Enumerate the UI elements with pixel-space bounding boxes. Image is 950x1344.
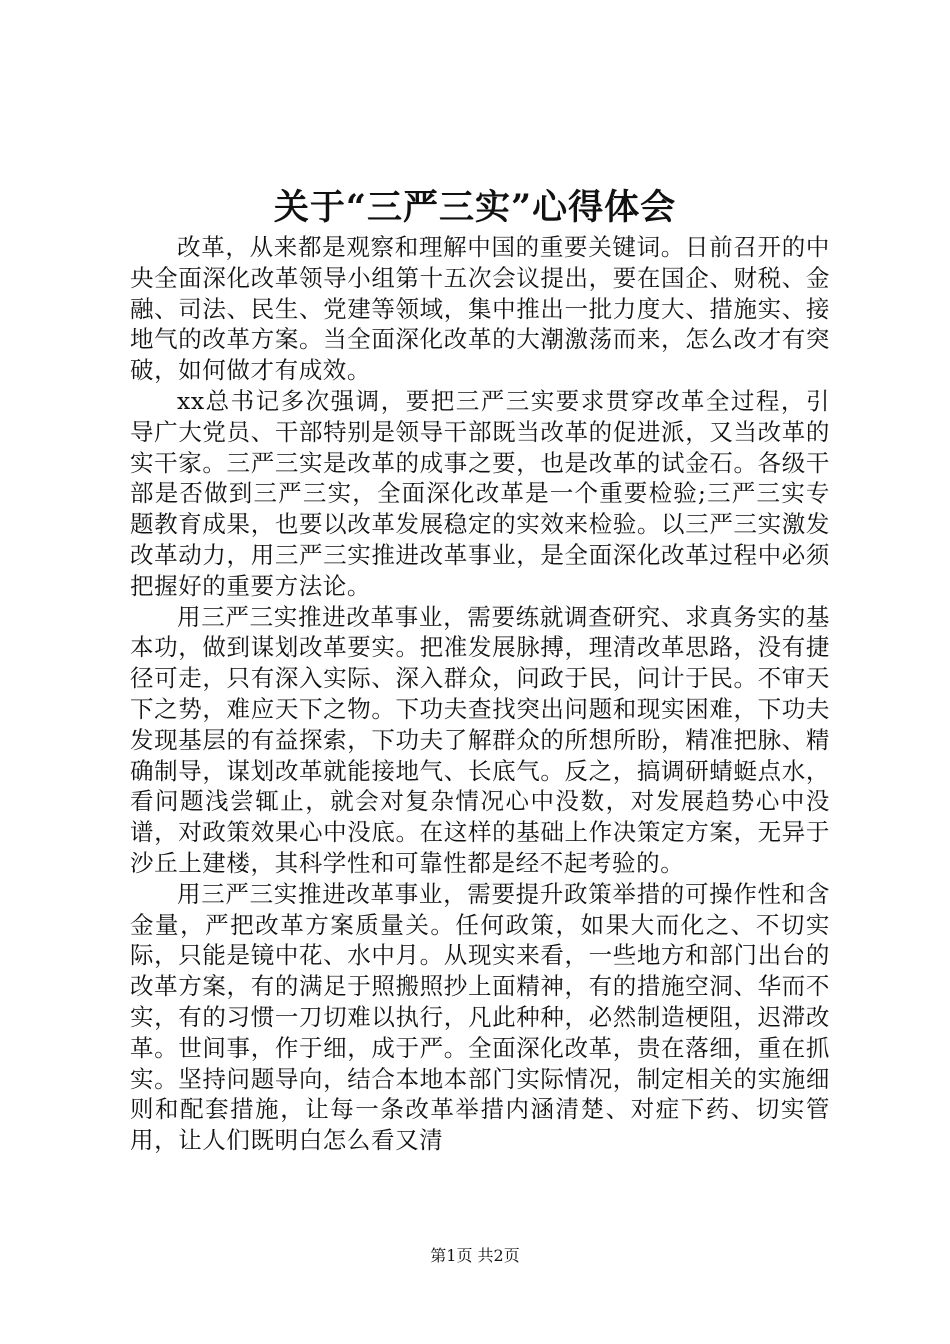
- document-title: 关于“三严三实”心得体会: [273, 187, 677, 228]
- document-body: [130, 232, 830, 1156]
- paragraph-4: 用三严三实推进改革事业，需要提升政策举措的可操作性和含金量，严把改革方案质量关。任何政策，如果大而化之、不切实际，只能是镜中花、水中月。从现实来看，一些地方和部门出台的改革方案，有的满足于照搬照抄上面精神，有的措施空洞、华而不实，有的习惯一刀切难以执行，凡此种种，必然制造梗阻，迟滞改革。世间事，作于细，成于严。全面深化改革，贵在落细，重在抓实。坚持问题导向，结合本地本部门实际情况，制定相关的实施细则和配套措施，让每一条改革举措内涵清楚、对症下药、切实管用，让人们既明白怎么看又清: [130, 879, 830, 1155]
- page-number-footer: 第1页 共2页: [430, 1246, 520, 1265]
- paragraph-1: 改革，从来都是观察和理解中国的重要关键词。日前召开的中央全面深化改革领导小组第十五次会议提出，要在国企、财税、金融、司法、民生、党建等领域，集中推出一批力度大、措施实、接地气的改革方案。当全面深化改革的大潮激荡而来，怎么改才有突破，如何做才有成效。: [130, 233, 830, 385]
- paragraph-3: 用三严三实推进改革事业，需要练就调查研究、求真务实的基本功，做到谋划改革要实。把准发展脉搏，理清改革思路，没有捷径可走，只有深入实际、深入群众，问政于民，问计于民。不审天下之势，难应天下之物。下功夫查找突出问题和现实困难，下功夫发现基层的有益探索，下功夫了解群众的所想所盼，精准把脉、精确制导，谋划改革就能接地气、长底气。反之，搞调研蜻蜓点水，看问题浅尝辄止，就会对复杂情况心中没数，对发展趋势心中没谱，对政策效果心中没底。在这样的基础上作决策定方案，无异于沙丘上建楼，其科学性和可靠性都是经不起考验的。: [130, 602, 830, 877]
- paragraph-2: xx总书记多次强调，要把三严三实要求贯穿改革全过程，引导广大党员、干部特别是领导干部既当改革的促进派，又当改革的实干家。三严三实是改革的成事之要，也是改革的试金石。各级干部是否做到三严三实，全面深化改革是一个重要检验;三严三实专题教育成果，也要以改革发展稳定的实效来检验。以三严三实激发改革动力，用三严三实推进改革事业，是全面深化改革过程中必须把握好的重要方法论。: [130, 386, 830, 600]
